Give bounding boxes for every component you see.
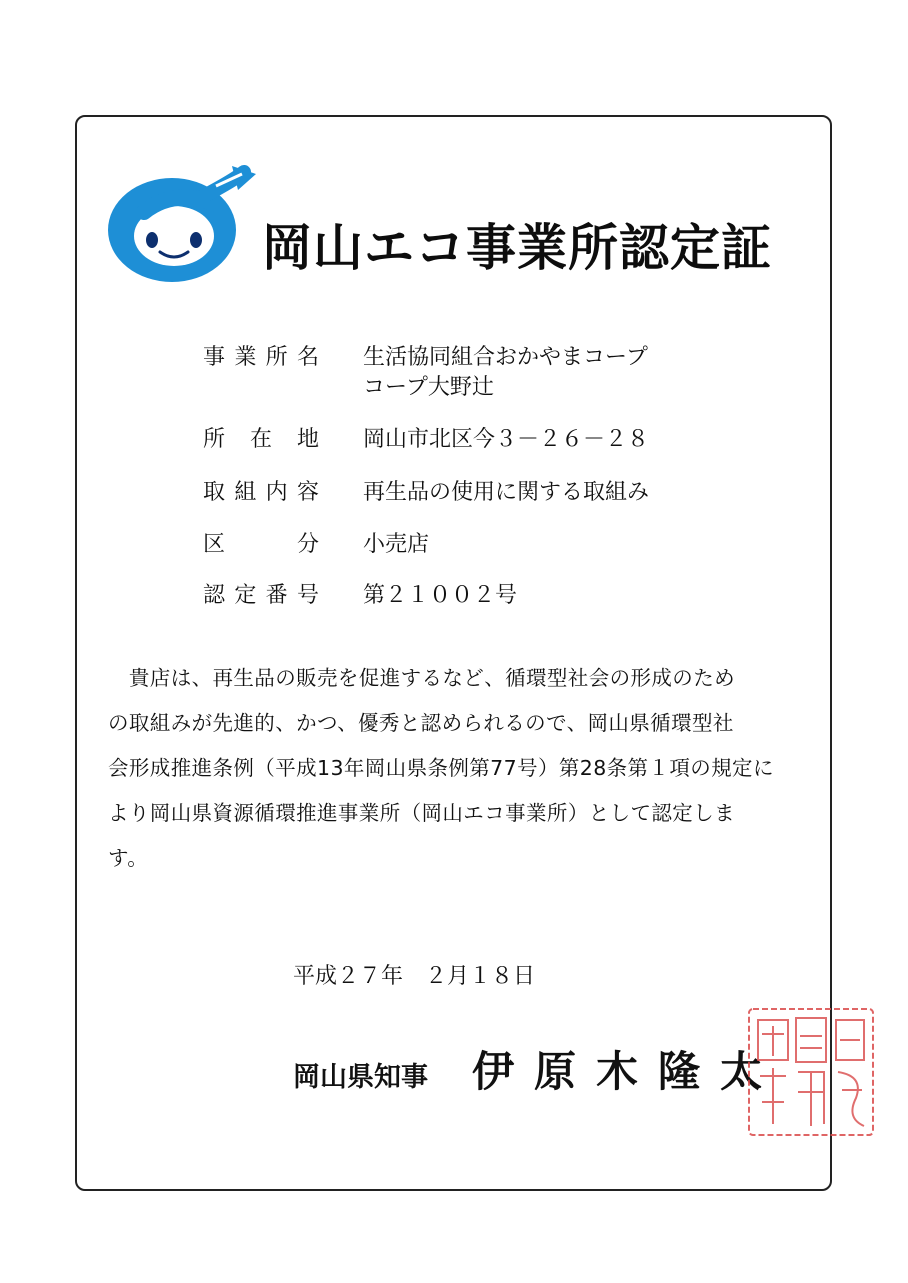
statement-line: より岡山県資源循環推進事業所（岡山エコ事業所）として認定しま	[108, 801, 735, 825]
field-value: 岡山市北区今３－２６－２８	[363, 427, 650, 452]
field-label: 所 在 地	[203, 427, 319, 452]
field-value: 生活協同組合おかやまコープ	[363, 345, 648, 370]
field-label: 認 定 番 号	[203, 583, 319, 608]
governor-seal-icon	[746, 1006, 876, 1138]
field-value: 再生品の使用に関する取組み	[363, 480, 650, 505]
okayama-eco-mascot-icon	[104, 160, 262, 288]
signer-title: 岡山県知事	[293, 1062, 428, 1093]
certification-statement	[108, 656, 808, 881]
page-title: 岡山エコ事業所認定証	[262, 219, 772, 277]
field-value: 第２１００２号	[363, 583, 518, 608]
field-value: コープ大野辻	[363, 375, 494, 400]
statement-line: 貴店は、再生品の販売を促進するなど、循環型社会の形成のため	[108, 666, 735, 690]
field-label: 区 分	[203, 532, 319, 557]
signer-name: 伊原木隆太	[472, 1047, 783, 1096]
field-label: 事 業 所 名	[203, 345, 319, 370]
field-label: 取 組 内 容	[203, 480, 319, 505]
statement-line: 会形成推進条例（平成13年岡山県条例第77号）第28条第１項の規定に	[108, 756, 774, 780]
statement-line: の取組みが先進的、かつ、優秀と認められるので、岡山県循環型社	[108, 711, 734, 735]
issue-date: 平成２７年 ２月１８日	[293, 964, 536, 989]
statement-line: す。	[108, 846, 149, 870]
field-value: 小売店	[363, 532, 430, 557]
